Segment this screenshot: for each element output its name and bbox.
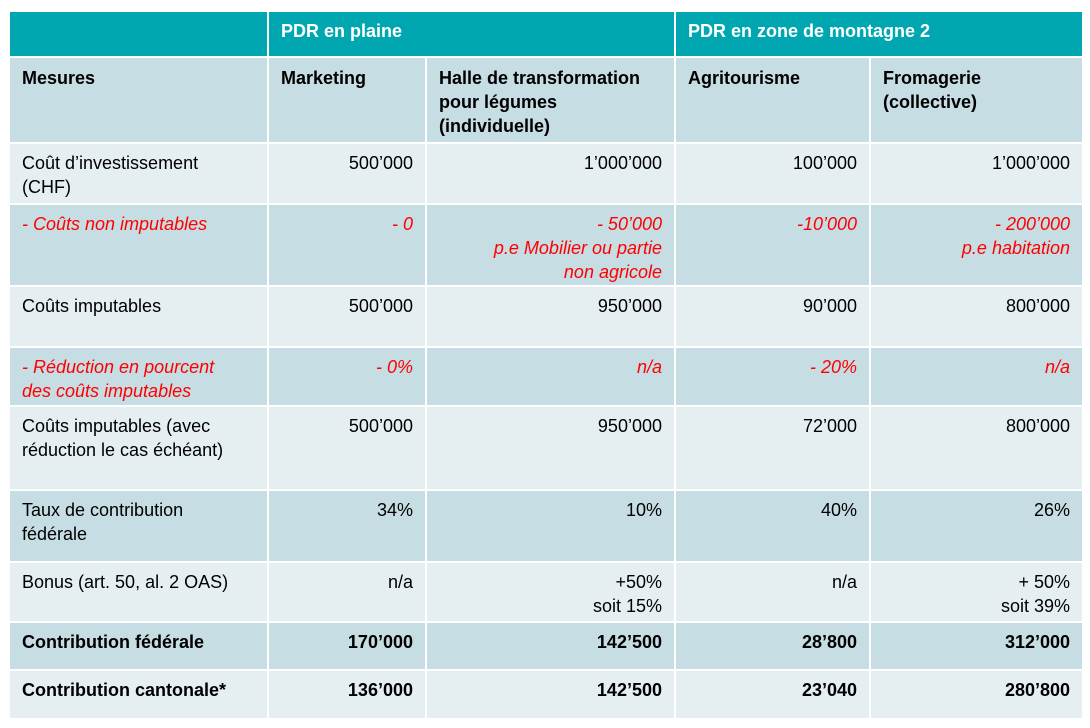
cell-text-line: 72’000 <box>802 416 857 436</box>
header-marketing: Marketing <box>268 57 426 143</box>
group-header-plaine: PDR en plaine <box>268 11 675 57</box>
table-body <box>9 143 1083 719</box>
cell-text-line: Coûts imputables (avec <box>22 416 211 436</box>
cell-text-line: n/a <box>1044 357 1071 377</box>
row-label-cell <box>9 670 268 719</box>
value-cell-fromagerie <box>870 347 1083 406</box>
value-cell-marketing <box>268 347 426 406</box>
cell-text-line: p.e Mobilier ou partie <box>493 238 662 258</box>
row-label-cell <box>9 406 268 490</box>
cell-text-line: 950’000 <box>597 416 662 436</box>
table-row <box>9 622 1083 670</box>
row-label-cell <box>9 143 268 204</box>
cell-text-line: - Coûts non imputables <box>22 214 208 234</box>
cell-text-line: 23’040 <box>801 680 857 700</box>
group-header-montagne: PDR en zone de montagne 2 <box>675 11 1083 57</box>
value-cell-agritourisme <box>675 406 870 490</box>
value-cell-agritourisme <box>675 562 870 622</box>
value-cell-fromagerie <box>870 622 1083 670</box>
cell-text-line: n/a <box>636 357 662 377</box>
cell-text-line: Coûts imputables <box>22 296 162 316</box>
value-cell-marketing <box>268 562 426 622</box>
cell-text-line: 312’000 <box>1004 632 1071 652</box>
value-cell-fromagerie <box>870 204 1083 286</box>
cell-text-line: n/a <box>387 572 413 592</box>
cell-text-line: 950’000 <box>597 296 662 316</box>
value-cell-agritourisme <box>675 622 870 670</box>
table-row <box>9 347 1083 406</box>
cell-text-line: n/a <box>831 572 857 592</box>
group-header-empty <box>9 11 268 57</box>
cell-text-line: - 20% <box>809 357 857 377</box>
cell-text-line: -10’000 <box>796 214 857 234</box>
value-cell-marketing <box>268 670 426 719</box>
cell-text-line: 1’000’000 <box>583 153 662 173</box>
row-label-cell <box>9 204 268 286</box>
header-fromagerie-line: (collective) <box>883 92 978 112</box>
cell-text-line: - 200’000 <box>994 214 1071 234</box>
cell-text-line: 280’800 <box>1004 680 1071 700</box>
value-cell-halle <box>426 347 675 406</box>
row-label-cell <box>9 286 268 347</box>
value-cell-halle <box>426 204 675 286</box>
cell-text-line: 142’500 <box>596 680 662 700</box>
header-halle-line: (individuelle) <box>439 116 551 136</box>
value-cell-fromagerie <box>870 490 1083 562</box>
value-cell-halle <box>426 406 675 490</box>
cell-text-line: - Réduction en pourcent <box>22 357 215 377</box>
cell-text-line: Contribution cantonale* <box>22 680 226 700</box>
value-cell-agritourisme <box>675 143 870 204</box>
cell-text-line: p.e habitation <box>961 238 1071 258</box>
cell-text-line: Bonus (art. 50, al. 2 OAS) <box>22 572 229 592</box>
table-row <box>9 562 1083 622</box>
table-row <box>9 286 1083 347</box>
header-halle-line: Halle de transformation <box>439 68 641 88</box>
cell-text-line: 170’000 <box>347 632 413 652</box>
value-cell-fromagerie <box>870 286 1083 347</box>
row-label-cell <box>9 562 268 622</box>
cell-text-line: non agricole <box>563 262 662 282</box>
cell-text-line: 34% <box>376 500 413 520</box>
cell-text-line: des coûts imputables <box>22 381 192 401</box>
value-cell-agritourisme <box>675 490 870 562</box>
value-cell-marketing <box>268 204 426 286</box>
table-row <box>9 204 1083 286</box>
cell-text-line: 40% <box>820 500 857 520</box>
table-row <box>9 406 1083 490</box>
value-cell-marketing <box>268 406 426 490</box>
cell-text-line: 136’000 <box>347 680 413 700</box>
cell-text-line: 90’000 <box>802 296 857 316</box>
table-row <box>9 143 1083 204</box>
cell-text-line: réduction le cas échéant) <box>22 440 224 460</box>
header-halle-line: pour légumes <box>439 92 558 112</box>
value-cell-marketing <box>268 490 426 562</box>
value-cell-marketing <box>268 286 426 347</box>
header-halle <box>426 57 675 143</box>
table-row <box>9 490 1083 562</box>
column-header-row <box>9 57 1083 143</box>
group-header-row <box>9 11 1083 57</box>
cell-text-line: soit 15% <box>592 596 662 616</box>
header-fromagerie-line: Fromagerie <box>883 68 982 88</box>
cell-text-line: +50% <box>615 572 662 592</box>
value-cell-halle <box>426 562 675 622</box>
cell-text-line: 800’000 <box>1005 296 1071 316</box>
value-cell-fromagerie <box>870 670 1083 719</box>
value-cell-agritourisme <box>675 286 870 347</box>
cell-text-line: 500’000 <box>348 416 413 436</box>
cell-text-line: Taux de contribution <box>22 500 184 520</box>
value-cell-marketing <box>268 622 426 670</box>
value-cell-halle <box>426 286 675 347</box>
value-cell-agritourisme <box>675 347 870 406</box>
cell-text-line: 28’800 <box>801 632 857 652</box>
cell-text-line: 10% <box>625 500 662 520</box>
value-cell-fromagerie <box>870 143 1083 204</box>
header-agritourisme: Agritourisme <box>675 57 870 143</box>
value-cell-fromagerie <box>870 406 1083 490</box>
cell-text-line: 500’000 <box>348 153 413 173</box>
cell-text-line: 800’000 <box>1005 416 1071 436</box>
cell-text-line: soit 39% <box>1000 596 1071 616</box>
cell-text-line: + 50% <box>1018 572 1071 592</box>
value-cell-fromagerie <box>870 562 1083 622</box>
cell-text-line: (CHF) <box>22 177 71 197</box>
row-label-cell <box>9 347 268 406</box>
contribution-table <box>8 10 1084 720</box>
header-mesures: Mesures <box>9 57 268 143</box>
cell-text-line: 26% <box>1033 500 1071 520</box>
cell-text-line: - 0 <box>391 214 413 234</box>
value-cell-halle <box>426 670 675 719</box>
value-cell-agritourisme <box>675 204 870 286</box>
cell-text-line: Coût d’investissement <box>22 153 199 173</box>
cell-text-line: 100’000 <box>792 153 857 173</box>
cell-text-line: - 0% <box>375 357 413 377</box>
row-label-cell <box>9 622 268 670</box>
value-cell-halle <box>426 490 675 562</box>
cell-text-line: 1’000’000 <box>991 153 1071 173</box>
value-cell-marketing <box>268 143 426 204</box>
cell-text-line: 142’500 <box>596 632 662 652</box>
value-cell-halle <box>426 143 675 204</box>
row-label-cell <box>9 490 268 562</box>
cell-text-line: 500’000 <box>348 296 413 316</box>
table-row <box>9 670 1083 719</box>
header-fromagerie <box>870 57 1083 143</box>
value-cell-halle <box>426 622 675 670</box>
cell-text-line: fédérale <box>22 524 88 544</box>
value-cell-agritourisme <box>675 670 870 719</box>
cell-text-line: Contribution fédérale <box>22 632 205 652</box>
cell-text-line: - 50’000 <box>596 214 662 234</box>
